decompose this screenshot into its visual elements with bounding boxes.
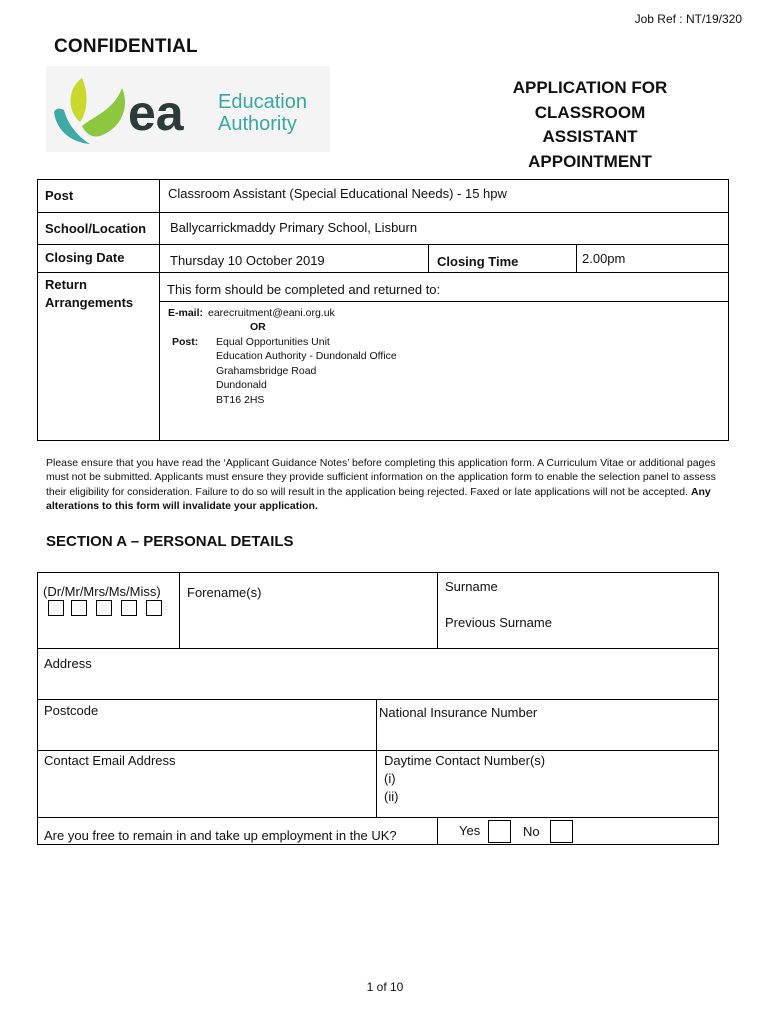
school-value: Ballycarrickmaddy Primary School, Lisburn (170, 220, 418, 235)
title-line: ASSISTANT (542, 127, 638, 146)
closing-date-label: Closing Date (45, 250, 125, 265)
daytime-contact-label: Daytime Contact Number(s) (384, 753, 546, 768)
postcode-field[interactable]: Postcode (44, 703, 99, 718)
post-value: Classroom Assistant (Special Educational Needs) - 15 hpw (168, 186, 507, 201)
confidential-heading: CONFIDENTIAL (54, 36, 198, 57)
contact-email-field[interactable]: Contact Email Address (44, 753, 176, 768)
address-line: Equal Opportunities Unit (216, 336, 330, 348)
title-line: APPOINTMENT (528, 151, 652, 171)
email-label: E-mail: (168, 307, 204, 319)
title-checkbox-miss[interactable] (146, 600, 162, 616)
address-line: Grahamsbridge Road (216, 365, 317, 377)
closing-time-value: 2.00pm (582, 251, 626, 266)
uk-employment-question: Are you free to remain in and take up employment in the UK? (44, 828, 397, 843)
forename-field[interactable]: Forename(s) (187, 585, 262, 600)
notice-bold-text: Any alterations to this form will invalidate your application. (46, 485, 711, 512)
title-checkbox-mr[interactable] (71, 600, 87, 616)
closing-time-label: Closing Time (437, 254, 519, 269)
notice-text: Please ensure that you have read the ‘Applicant Guidance Notes’ before completing this application form. A Curriculum Vitae or additional pages must not be submitted. Applicants must ensure they provide sufficient information on the application form to enable the selection panel to assess their eligibility for consideration. Failure to do so will result in the application being rejected. Faxed or late applications will not be accepted. (46, 457, 716, 498)
closing-date-value: Thursday 10 October 2019 (170, 253, 325, 268)
post-address-label: Post: (172, 336, 199, 348)
return-intro: This form should be completed and returned to: (167, 282, 441, 297)
guidance-notice (46, 456, 726, 513)
application-title (490, 76, 690, 174)
surname-field[interactable]: Surname (445, 579, 498, 594)
education-authority-logo (46, 66, 330, 152)
return-label-line-1: Return (45, 277, 87, 292)
title-checkbox-dr[interactable] (48, 600, 64, 616)
national-insurance-field[interactable]: National Insurance Number (379, 705, 538, 720)
yes-checkbox[interactable] (488, 820, 511, 843)
ea-emblem (54, 78, 125, 144)
job-reference: Job Ref : NT/19/320 (634, 12, 742, 26)
address-line: Education Authority - Dundonald Office (216, 350, 397, 362)
logo-line-1: Education (218, 91, 307, 113)
section-a-title: SECTION A – PERSONAL DETAILS (46, 533, 294, 550)
daytime-contact-field-2[interactable]: (ii) (384, 789, 399, 804)
email-value: earecruitment@eani.org.uk (208, 307, 335, 319)
title-line: CLASSROOM (534, 102, 646, 122)
logo-letters: ea (128, 85, 184, 141)
title-line: APPLICATION FOR (512, 78, 668, 97)
post-label: Post (45, 188, 74, 203)
yes-label: Yes (459, 823, 481, 838)
address-line: BT16 2HS (216, 394, 265, 406)
title-options-label: (Dr/Mr/Mrs/Ms/Miss) (43, 584, 161, 599)
return-label-line-2: Arrangements (45, 295, 134, 310)
title-checkbox-mrs[interactable] (96, 600, 112, 616)
address-line: Dundonald (216, 379, 267, 391)
previous-surname-field[interactable]: Previous Surname (445, 615, 552, 630)
school-label: School/Location (45, 221, 147, 236)
no-checkbox[interactable] (550, 820, 573, 843)
page-number: 1 of 10 (366, 980, 404, 994)
title-checkbox-ms[interactable] (121, 600, 137, 616)
or-separator: OR (250, 321, 266, 333)
no-label: No (523, 824, 540, 839)
address-field[interactable]: Address (44, 656, 92, 671)
logo-line-2: Authority (218, 113, 297, 135)
daytime-contact-field-1[interactable]: (i) (384, 771, 396, 786)
